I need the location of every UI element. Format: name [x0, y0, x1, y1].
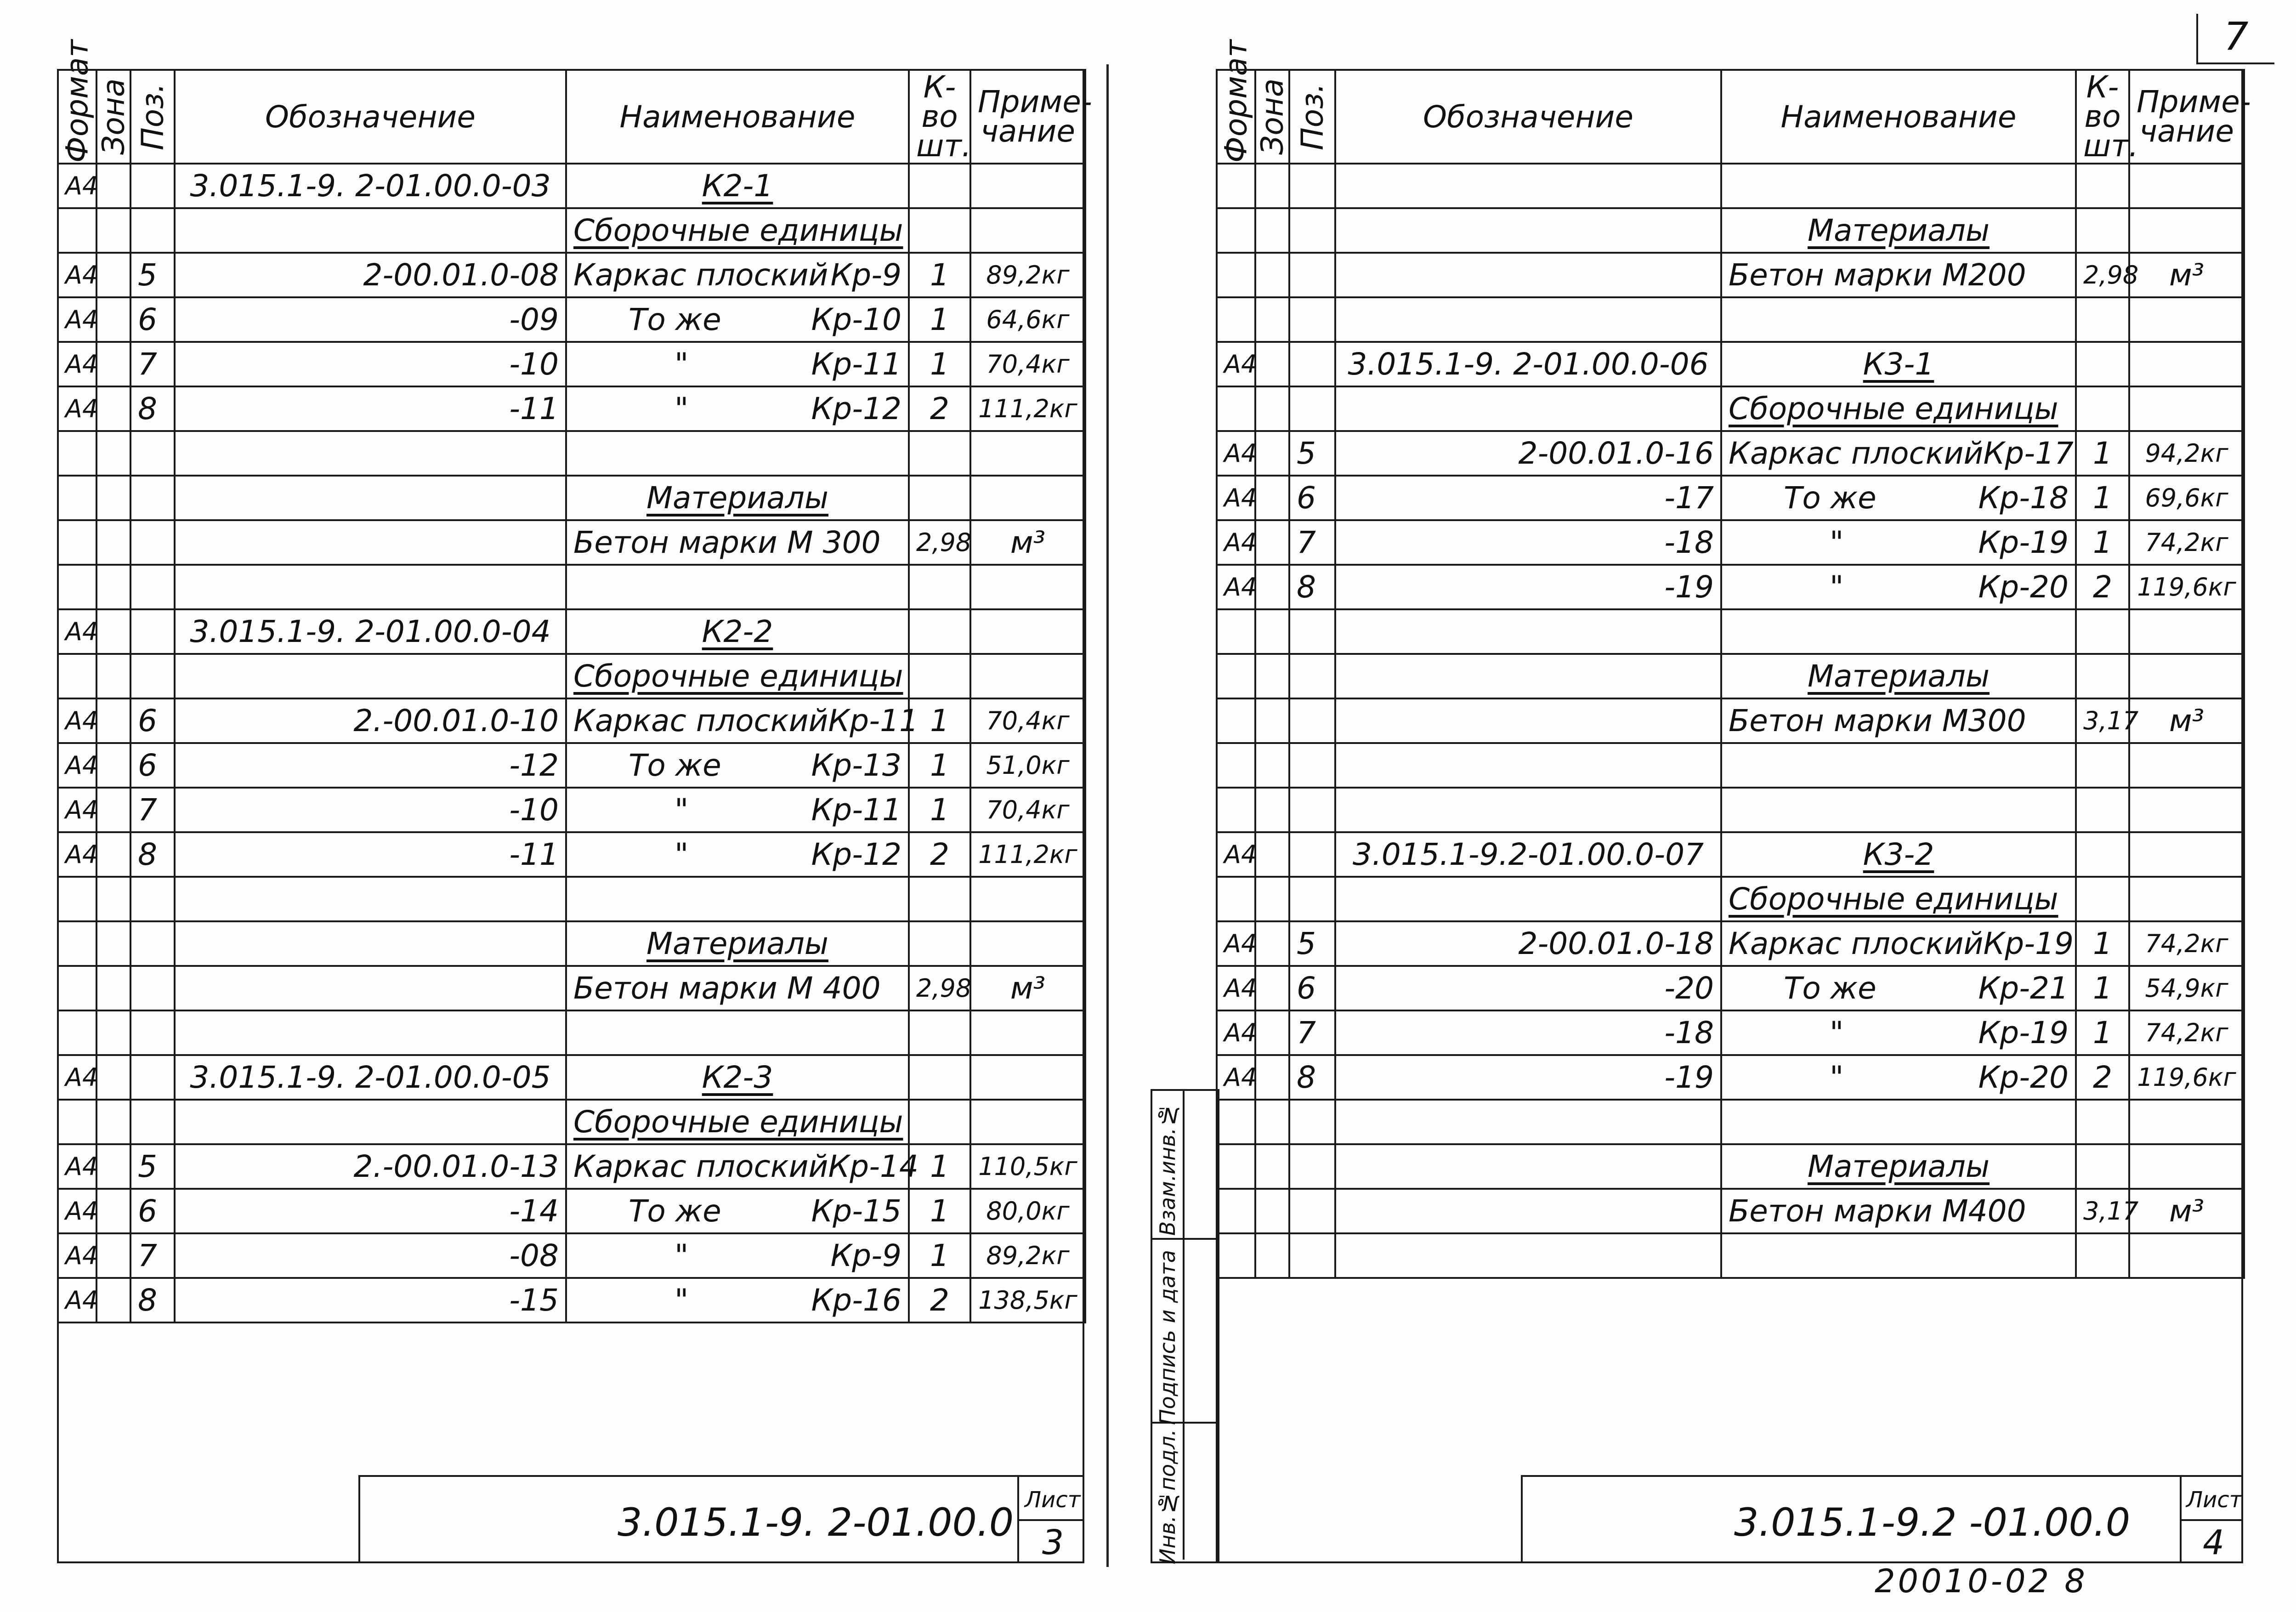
right-sheet: [1139, 0, 2296, 1612]
group-title: К2-2: [702, 614, 773, 649]
table-row: Бетон марки М 300 2,98 м³: [58, 520, 1085, 565]
approval-strip-divider: [1183, 1089, 1185, 1560]
table-row: А4 8 -11 " Кр-12 2 111,2кг: [58, 386, 1085, 431]
table-row: А4 8 -19 " Кр-20 2 119,6кг: [1217, 565, 2244, 609]
sheet-number: 4: [2203, 1523, 2225, 1562]
table-row: Материалы: [58, 921, 1085, 966]
left-frame: [57, 69, 1084, 1563]
table-row: А4 8 -15 " Кр-16 2 138,5кг: [58, 1278, 1085, 1323]
table-row: А4 8 -11 " Кр-12 2 111,2кг: [58, 832, 1085, 877]
table-row: А4 7 -18 " Кр-19 1 74,2кг: [1217, 520, 2244, 565]
sheet-label: Лист: [1025, 1487, 1081, 1513]
table-row: А4 6 -09 То же Кр-10 1 64,6кг: [58, 297, 1085, 342]
table-row: Сборочные единицы: [58, 208, 1085, 253]
page-number: 7: [2224, 14, 2249, 59]
table-row: А4 5 2-00.01.0-16 Каркас плоский Кр-17 1 94,2кг: [1217, 431, 2244, 476]
col-name: Наименование: [566, 70, 909, 164]
group-title: К3-1: [1863, 346, 1934, 382]
table-row: А4 5 2.-00.01.0-13 Каркас плоский Кр-14 1 110,5кг: [58, 1144, 1085, 1189]
table-row: А4 8 -19 " Кр-20 2 119,6кг: [1217, 1055, 2244, 1100]
sheet-number: 3: [1042, 1523, 1064, 1562]
table-row: Бетон марки М400 3,17 м³: [1217, 1189, 2244, 1233]
page-number-underline: [2196, 62, 2274, 64]
table-row: Материалы: [1217, 654, 2244, 698]
col-qty: К-во шт.: [909, 70, 970, 164]
table-header: Формат Зона Поз. Обозначение Наименование К-во шт. Приме-чание: [1217, 70, 2244, 164]
group-title: К2-1: [702, 168, 773, 204]
sheet-label: Лист: [2186, 1487, 2242, 1513]
table-row: А4 5 2-00.01.0-08 Каркас плоский Кр-9 1 89,2кг: [58, 253, 1085, 297]
table-row: Бетон марки М200 2,98 м³: [1217, 253, 2244, 297]
binding-divider: [1106, 64, 1109, 1567]
table-row: А4 7 -18 " Кр-19 1 74,2кг: [1217, 1010, 2244, 1055]
side-label-signature: Подпись и дата: [1155, 1250, 1180, 1425]
table-row: Материалы: [1217, 208, 2244, 253]
table-row: А4 3.015.1-9. 2-01.00.0-06 К3-1: [1217, 342, 2244, 386]
table-row: А4 6 -20 То же Кр-21 1 54,9кг: [1217, 966, 2244, 1010]
doc-code: 3.015.1-9.2 -01.00.0: [1734, 1500, 2131, 1545]
table-row: А4 5 2-00.01.0-18 Каркас плоский Кр-19 1 74,2кг: [1217, 921, 2244, 966]
table-row: А4 6 2.-00.01.0-10 Каркас плоский Кр-11 1 70,4кг: [58, 698, 1085, 743]
right-frame: [1216, 69, 2243, 1563]
col-pos: Поз.: [130, 70, 175, 164]
left-sheet: [0, 0, 1103, 1612]
table-row: Сборочные единицы: [58, 1100, 1085, 1144]
table-row: Материалы: [1217, 1144, 2244, 1189]
group-title: К2-3: [702, 1060, 773, 1095]
table-row: Сборочные единицы: [1217, 877, 2244, 921]
table-row: А4 7 -10 " Кр-11 1 70,4кг: [58, 788, 1085, 832]
table-row: А4 7 -10 " Кр-11 1 70,4кг: [58, 342, 1085, 386]
group-title: К3-2: [1863, 837, 1934, 872]
col-format: Формат: [58, 70, 96, 164]
table-row: А4 3.015.1-9. 2-01.00.0-04 К2-2: [58, 609, 1085, 654]
table-row: Сборочные единицы: [1217, 386, 2244, 431]
table-row: Сборочные единицы: [58, 654, 1085, 698]
doc-code: 3.015.1-9. 2-01.00.0: [618, 1500, 1014, 1545]
table-row: Бетон марки М 400 2,98 м³: [58, 966, 1085, 1010]
table-row: А4 3.015.1-9. 2-01.00.0-03 К2-1: [58, 164, 1085, 208]
side-label-inventory: Инв.№подл.: [1155, 1429, 1180, 1565]
left-title-block: [358, 1475, 1084, 1563]
col-designation: Обозначение: [175, 70, 566, 164]
col-note: Приме-чание: [970, 70, 1085, 164]
right-title-block: [1521, 1475, 2243, 1563]
table-row: А4 6 -12 То же Кр-13 1 51,0кг: [58, 743, 1085, 788]
col-zone: Зона: [96, 70, 130, 164]
page-number-mark: [2196, 14, 2198, 64]
table-row: А4 3.015.1-9. 2-01.00.0-05 К2-3: [58, 1055, 1085, 1100]
table-row: А4 7 -08 " Кр-9 1 89,2кг: [58, 1233, 1085, 1278]
table-row: А4 6 -14 То же Кр-15 1 80,0кг: [58, 1189, 1085, 1233]
table-row: Материалы: [58, 476, 1085, 520]
table-row: Бетон марки М300 3,17 м³: [1217, 698, 2244, 743]
table-row: А4 6 -17 То же Кр-18 1 69,6кг: [1217, 476, 2244, 520]
side-label-replace: Взам.инв.№: [1155, 1103, 1180, 1236]
table-row: А4 3.015.1-9.2-01.00.0-07 К3-2: [1217, 832, 2244, 877]
archive-code: 20010-02 8: [1875, 1562, 2088, 1600]
